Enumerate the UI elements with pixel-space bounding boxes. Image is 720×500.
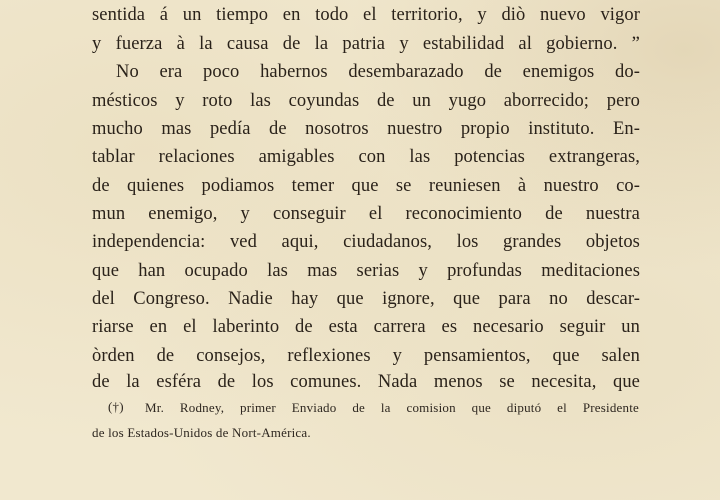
text-line-5: mucho mas pedía de nosotros nuestro propio instituto. En- [92, 119, 640, 139]
text-line-1: sentida á un tiempo en todo el territorio, y diò nuevo vigor [92, 5, 640, 25]
text-line-13: òrden de consejos, reflexiones y pensamientos, que salen [92, 346, 640, 366]
text-line-10: que han ocupado las mas serias y profundas meditaciones [92, 261, 640, 281]
text-line-8: mun enemigo, y conseguir el reconocimiento de nuestra [92, 204, 640, 224]
text-line-6: tablar relaciones amigables con las potencias extrangeras, [92, 147, 640, 167]
text-line-4: mésticos y roto las coyundas de un yugo aborrecido; pero [92, 91, 640, 111]
text-line-11: del Congreso. Nadie hay que ignore, que para no descar- [92, 289, 640, 309]
text-line-2: y fuerza à la causa de la patria y estabilidad al gobierno. ” [92, 34, 640, 54]
text-line-7: de quienes podiamos temer que se reuniesen à nuestro co- [92, 176, 640, 196]
text-line-3-paragraph-start: No era poco habernos desembarazado de enemigos do- [116, 62, 640, 82]
text-line-12: riarse en el laberinto de esta carrera es necesario seguir un [92, 317, 640, 337]
text-line-9: independencia: ved aqui, ciudadanos, los grandes objetos [92, 232, 640, 252]
text-line-14: de la esféra de los comunes. Nada menos se necesita, que [92, 372, 640, 392]
footnote-line-2: de los Estados-Unidos de Nort-América. [92, 425, 311, 440]
footnote-line-1: Mr. Rodney, primer Enviado de la comision que diputó el Presidente [145, 400, 639, 415]
footnote-marker: (†) [108, 399, 124, 414]
